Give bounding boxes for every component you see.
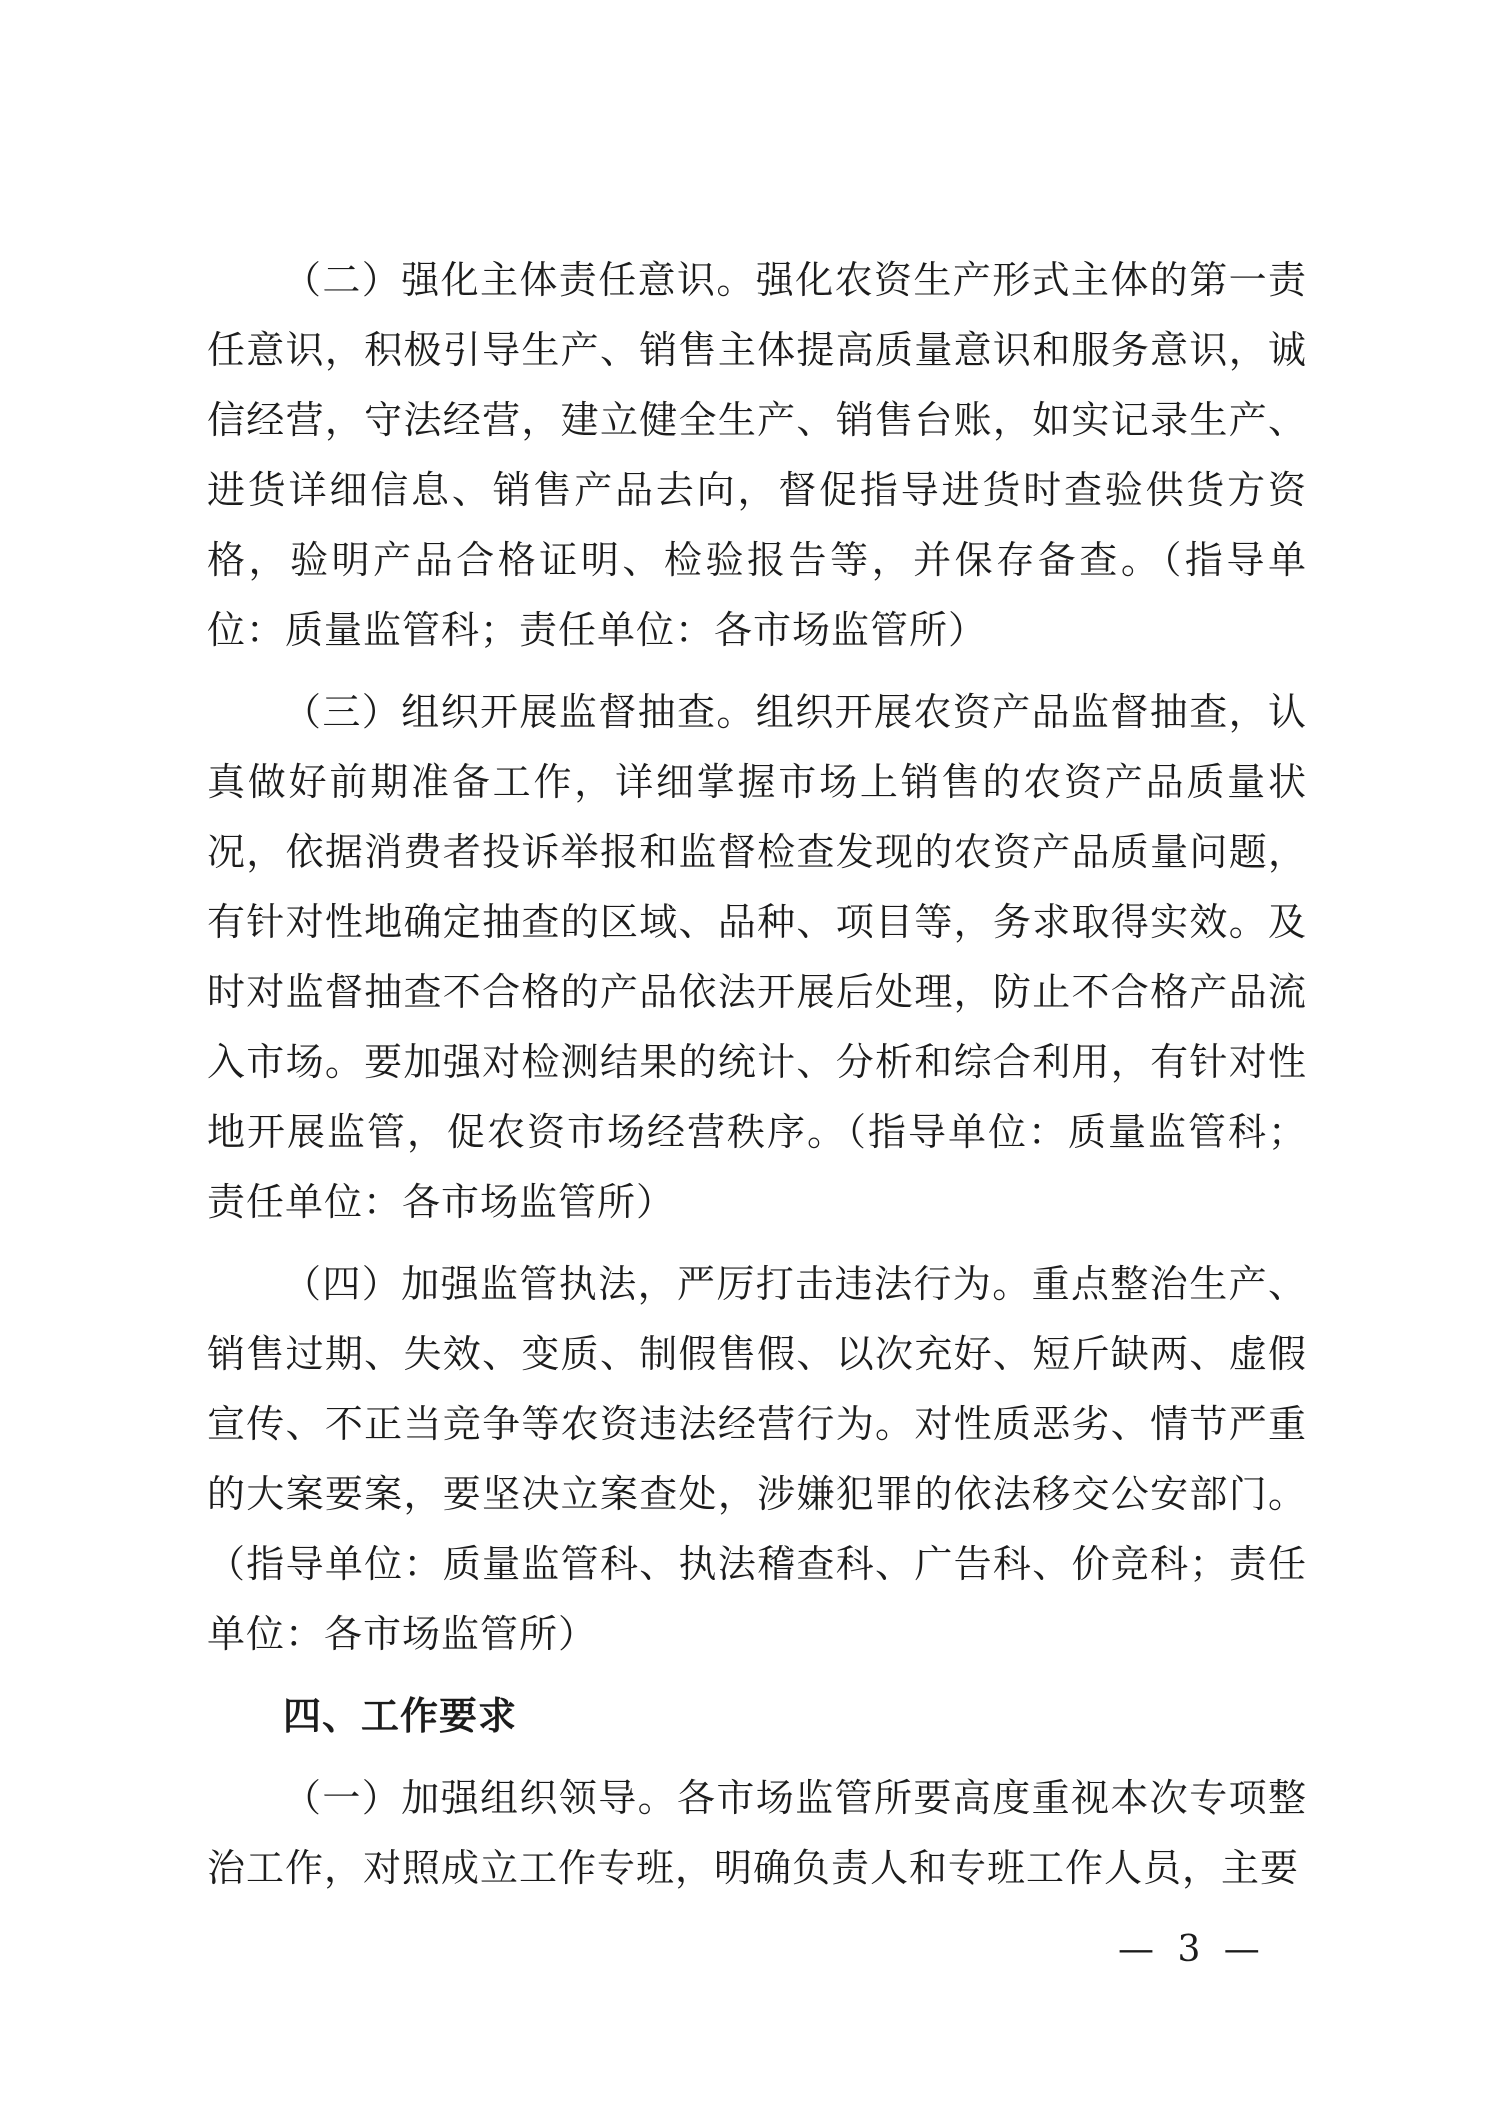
paragraph-supervision-sampling: （三）组织开展监督抽查。组织开展农资产品监督抽查，认真做好前期准备工作，详细掌握市场上销售的农资产品质量状况，依据消费者投诉举报和监督检查发现的农资产品质量问题，有针对性地确定抽查的区域、品种、项目等，务求取得实效。及时对监督抽查不合格的产品依法开展后处理，防止不合格产品流入市场。要加强对检测结果的统计、分析和综合利用，有针对性地开展监管，促农资市场经营秩序。（指导单位：质量监管科；责任单位：各市场监管所） bbox=[207, 690, 1307, 1224]
section-heading-work-requirements: 四、工作要求 bbox=[283, 1694, 518, 1738]
document-body bbox=[207, 245, 1307, 1915]
paragraph-strengthen-responsibility: （二）强化主体责任意识。强化农资生产形式主体的第一责任意识，积极引导生产、销售主体提高质量意识和服务意识，诚信经营，守法经营，建立健全生产、销售台账，如实记录生产、进货详细信息、销售产品去向，督促指导进货时查验供货方资格，验明产品合格证明、检验报告等，并保存备查。（指导单位：质量监管科；责任单位：各市场监管所） bbox=[207, 258, 1307, 652]
paragraph-law-enforcement: （四）加强监管执法，严厉打击违法行为。重点整治生产、销售过期、失效、变质、制假售假、以次充好、短斤缺两、虚假宣传、不正当竞争等农资违法经营行为。对性质恶劣、情节严重的大案要案，要坚决立案查处，涉嫌犯罪的依法移交公安部门。（指导单位：质量监管科、执法稽查科、广告科、价竞科；责任单位：各市场监管所） bbox=[207, 1262, 1307, 1656]
page-number: — 3 — bbox=[1118, 1929, 1266, 1970]
paragraph-organization-leadership: （一）加强组织领导。各市场监管所要高度重视本次专项整治工作，对照成立工作专班，明确负责人和专班工作人员，主要 bbox=[207, 1776, 1307, 1890]
